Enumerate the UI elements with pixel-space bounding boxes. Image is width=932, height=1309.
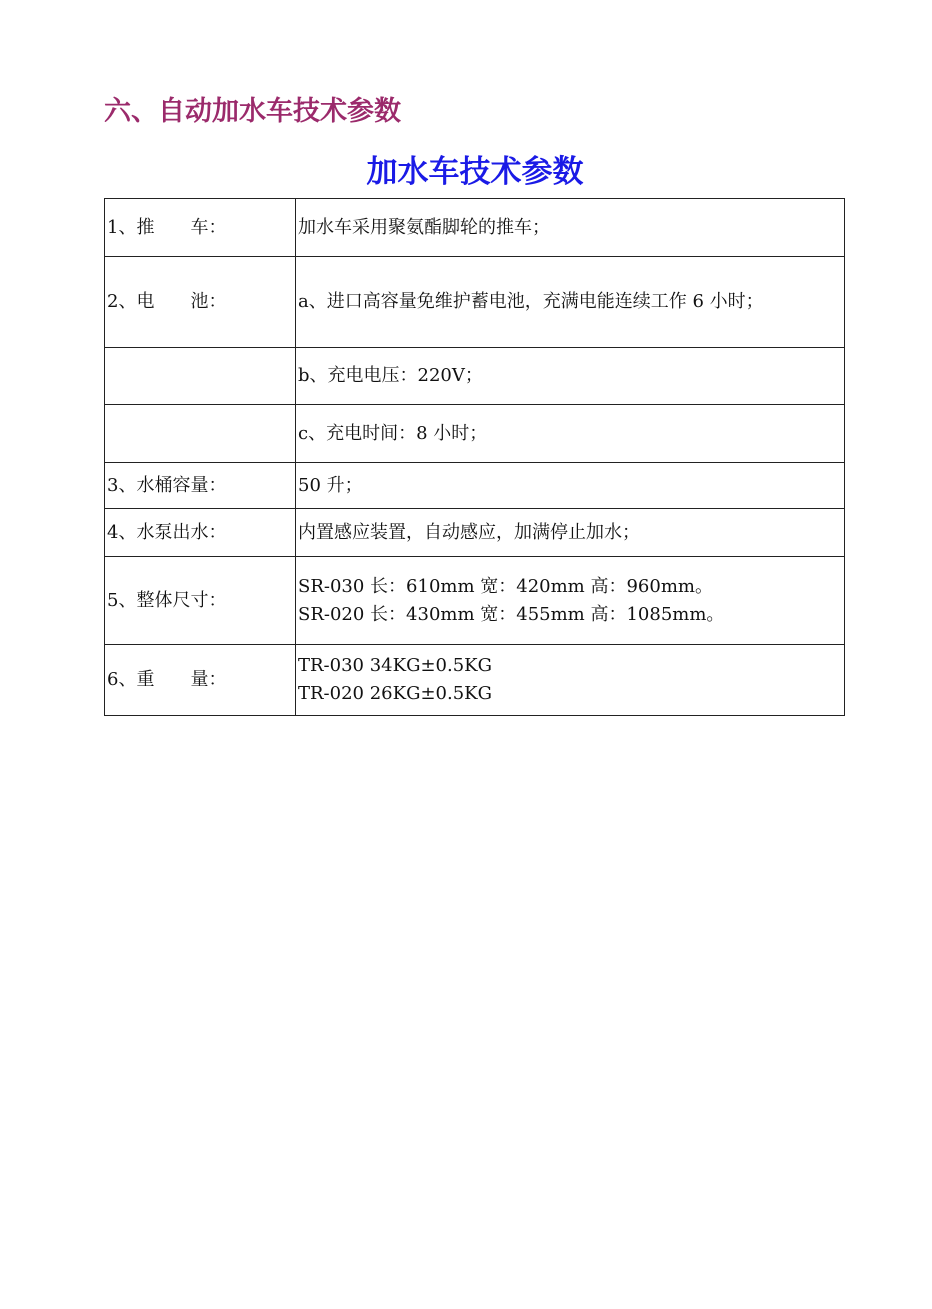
section-heading: 六、自动加水车技术参数 (104, 96, 401, 127)
spec-row-battery (105, 257, 845, 348)
table-title: 加水车技术参数 (366, 154, 584, 190)
spec-value-line: SR-020 长：430mm 宽：455mm 高：1085mm。 (298, 603, 725, 625)
spec-value (296, 199, 845, 257)
spec-row-charge-time (105, 405, 845, 463)
spec-table (104, 198, 845, 716)
spec-label: 6、重 量： (105, 645, 296, 716)
spec-value (296, 557, 845, 645)
spec-label (105, 348, 296, 405)
spec-value-line: a、进口高容量免维护蓄电池，充满电能连续工作 6 小时； (298, 291, 764, 312)
spec-value-line: TR-020 26KG±0.5KG (298, 683, 492, 704)
spec-value-line: c、充电时间：8 小时； (298, 422, 488, 444)
spec-label: 5、整体尺寸： (105, 557, 296, 645)
spec-value (296, 348, 845, 405)
spec-value (296, 405, 845, 463)
spec-row-size (105, 557, 845, 645)
spec-value-line: 内置感应装置，自动感应，加满停止加水； (298, 521, 640, 543)
spec-label: 2、电 池： (105, 257, 296, 348)
spec-value-line: SR-030 长：610mm 宽：420mm 高：960mm。 (298, 575, 713, 597)
spec-value-line: TR-030 34KG±0.5KG (298, 655, 492, 676)
spec-value-line: 50 升； (298, 474, 363, 496)
spec-row-charge-voltage (105, 348, 845, 405)
spec-value-line: b、充电电压：220V； (298, 365, 483, 386)
spec-value (296, 463, 845, 509)
spec-value (296, 645, 845, 716)
spec-row-pump (105, 509, 845, 557)
spec-row-weight (105, 645, 845, 716)
spec-label: 3、水桶容量： (105, 463, 296, 509)
spec-row-tank (105, 463, 845, 509)
spec-value-line: 加水车采用聚氨酯脚轮的推车； (298, 216, 550, 238)
spec-value (296, 509, 845, 557)
spec-value (296, 257, 845, 348)
spec-row-cart (105, 199, 845, 257)
spec-label: 4、水泵出水： (105, 509, 296, 557)
spec-label (105, 405, 296, 463)
spec-label: 1、推 车： (105, 199, 296, 257)
